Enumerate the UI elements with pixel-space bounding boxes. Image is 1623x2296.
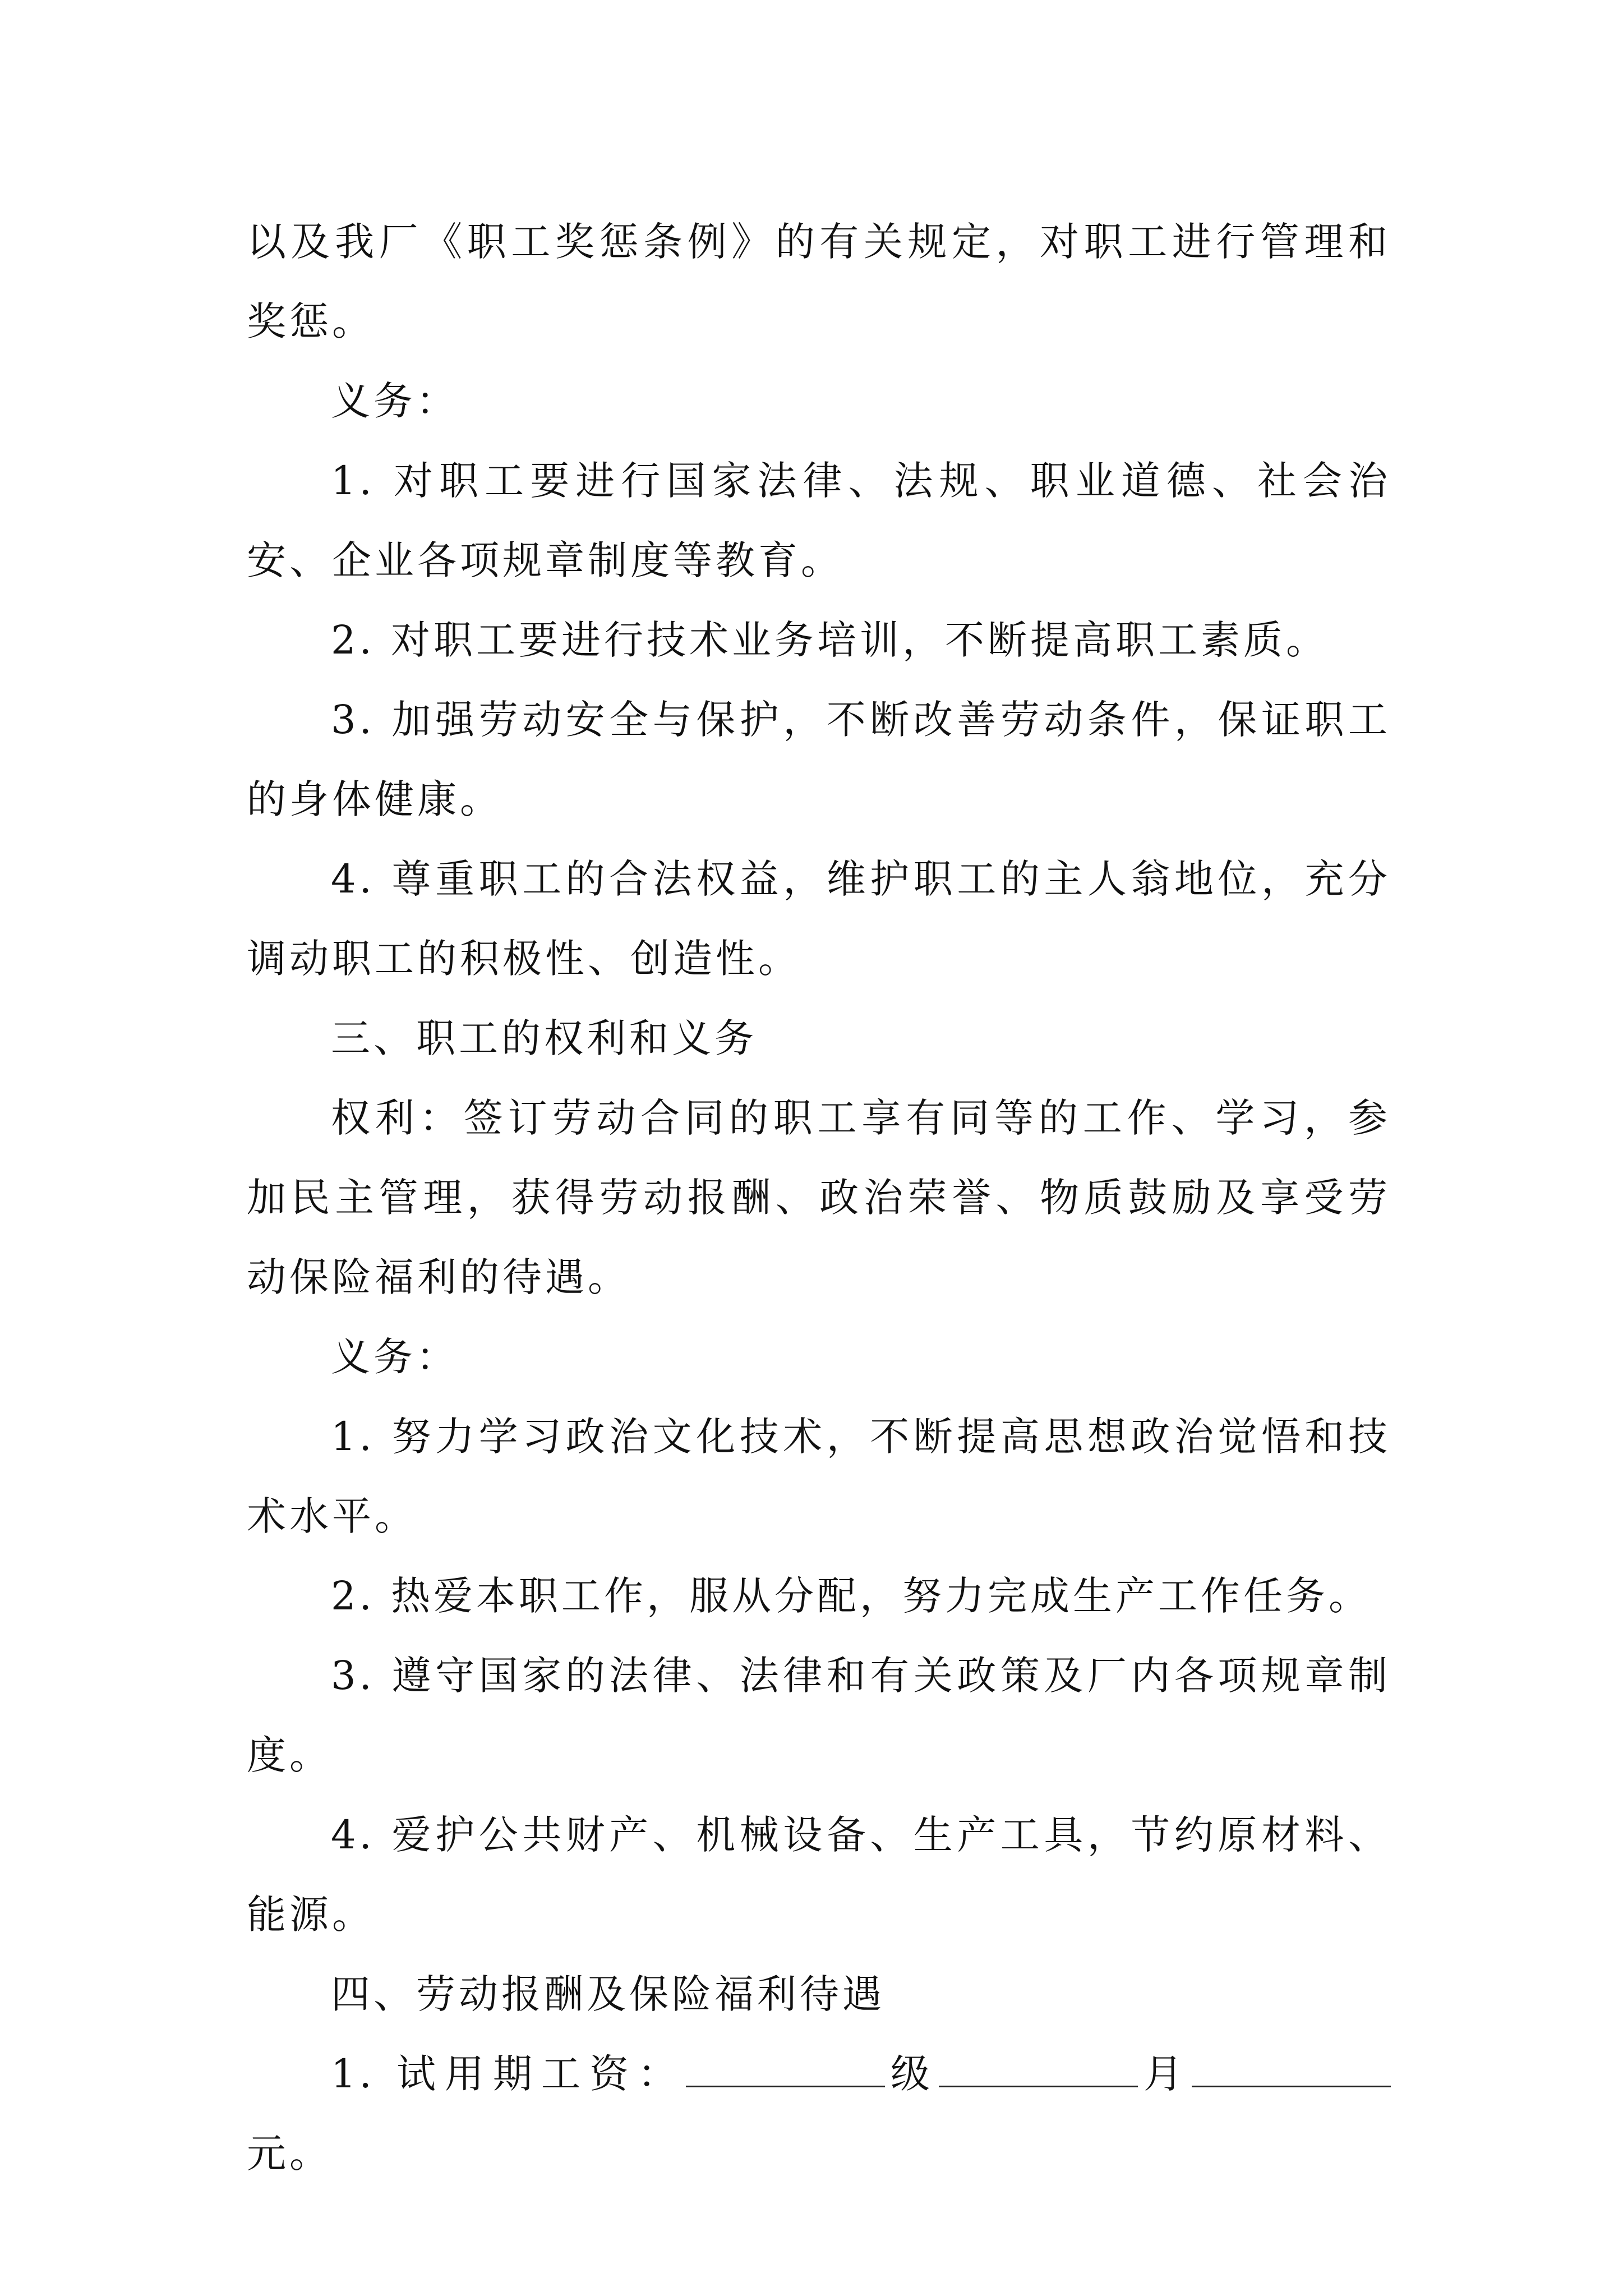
wage-grade-blank[interactable] (686, 2046, 885, 2087)
paragraph-employer-duty-4: 4. 尊重职工的合法权益，维护职工的主人翁地位，充分调动职工的积极性、创造性。 (247, 856, 1391, 982)
paragraph-employee-duty-2: 2. 热爱本职工作，服从分配，努力完成生产工作任务。 (331, 1573, 1372, 1619)
paragraph-employee-duty-1: 1. 努力学习政治文化技术，不断提高思想政治觉悟和技术水平。 (247, 1414, 1391, 1539)
paragraph-employee-duty-3: 3. 遵守国家的法律、法律和有关政策及厂内各项规章制度。 (247, 1653, 1391, 1778)
yuan-unit: 元。 (247, 2131, 332, 2177)
paragraph-probation-wage (247, 2034, 1391, 2193)
section-heading-remuneration: 四、劳动报酬及保险福利待遇 (331, 1971, 885, 2017)
paragraph-rewards-clause: 以及我厂《职工奖惩条例》的有关规定，对职工进行管理和奖惩。 (247, 219, 1391, 344)
wage-amount-blank[interactable] (1192, 2046, 1391, 2087)
paragraph-employer-duties-heading: 义务： (331, 378, 459, 424)
probation-wage-label: 1. 试用期工资： (331, 2051, 686, 2097)
grade-unit: 级 (885, 2051, 939, 2097)
paragraph-employee-rights: 权利：签订劳动合同的职工享有同等的工作、学习，参加民主管理，获得劳动报酬、政治荣誉、物质鼓励及享受劳动保险福利的待遇。 (247, 1095, 1391, 1300)
paragraph-employer-duty-3: 3. 加强劳动安全与保护，不断改善劳动条件，保证职工的身体健康。 (247, 697, 1391, 822)
paragraph-employee-duties-heading: 义务： (331, 1334, 459, 1380)
paragraph-employer-duty-1: 1. 对职工要进行国家法律、法规、职业道德、社会治安、企业各项规章制度等教育。 (247, 458, 1391, 583)
paragraph-employee-duty-4: 4. 爱护公共财产、机械设备、生产工具，节约原材料、能源。 (247, 1812, 1391, 1938)
paragraph-employer-duty-2: 2. 对职工要进行技术业务培训，不断提高职工素质。 (331, 617, 1329, 663)
month-unit: 月 (1138, 2051, 1192, 2097)
section-heading-employee-rights: 三、职工的权利和义务 (331, 1015, 757, 1061)
wage-month-blank[interactable] (939, 2046, 1138, 2087)
document-body (247, 202, 1391, 2193)
